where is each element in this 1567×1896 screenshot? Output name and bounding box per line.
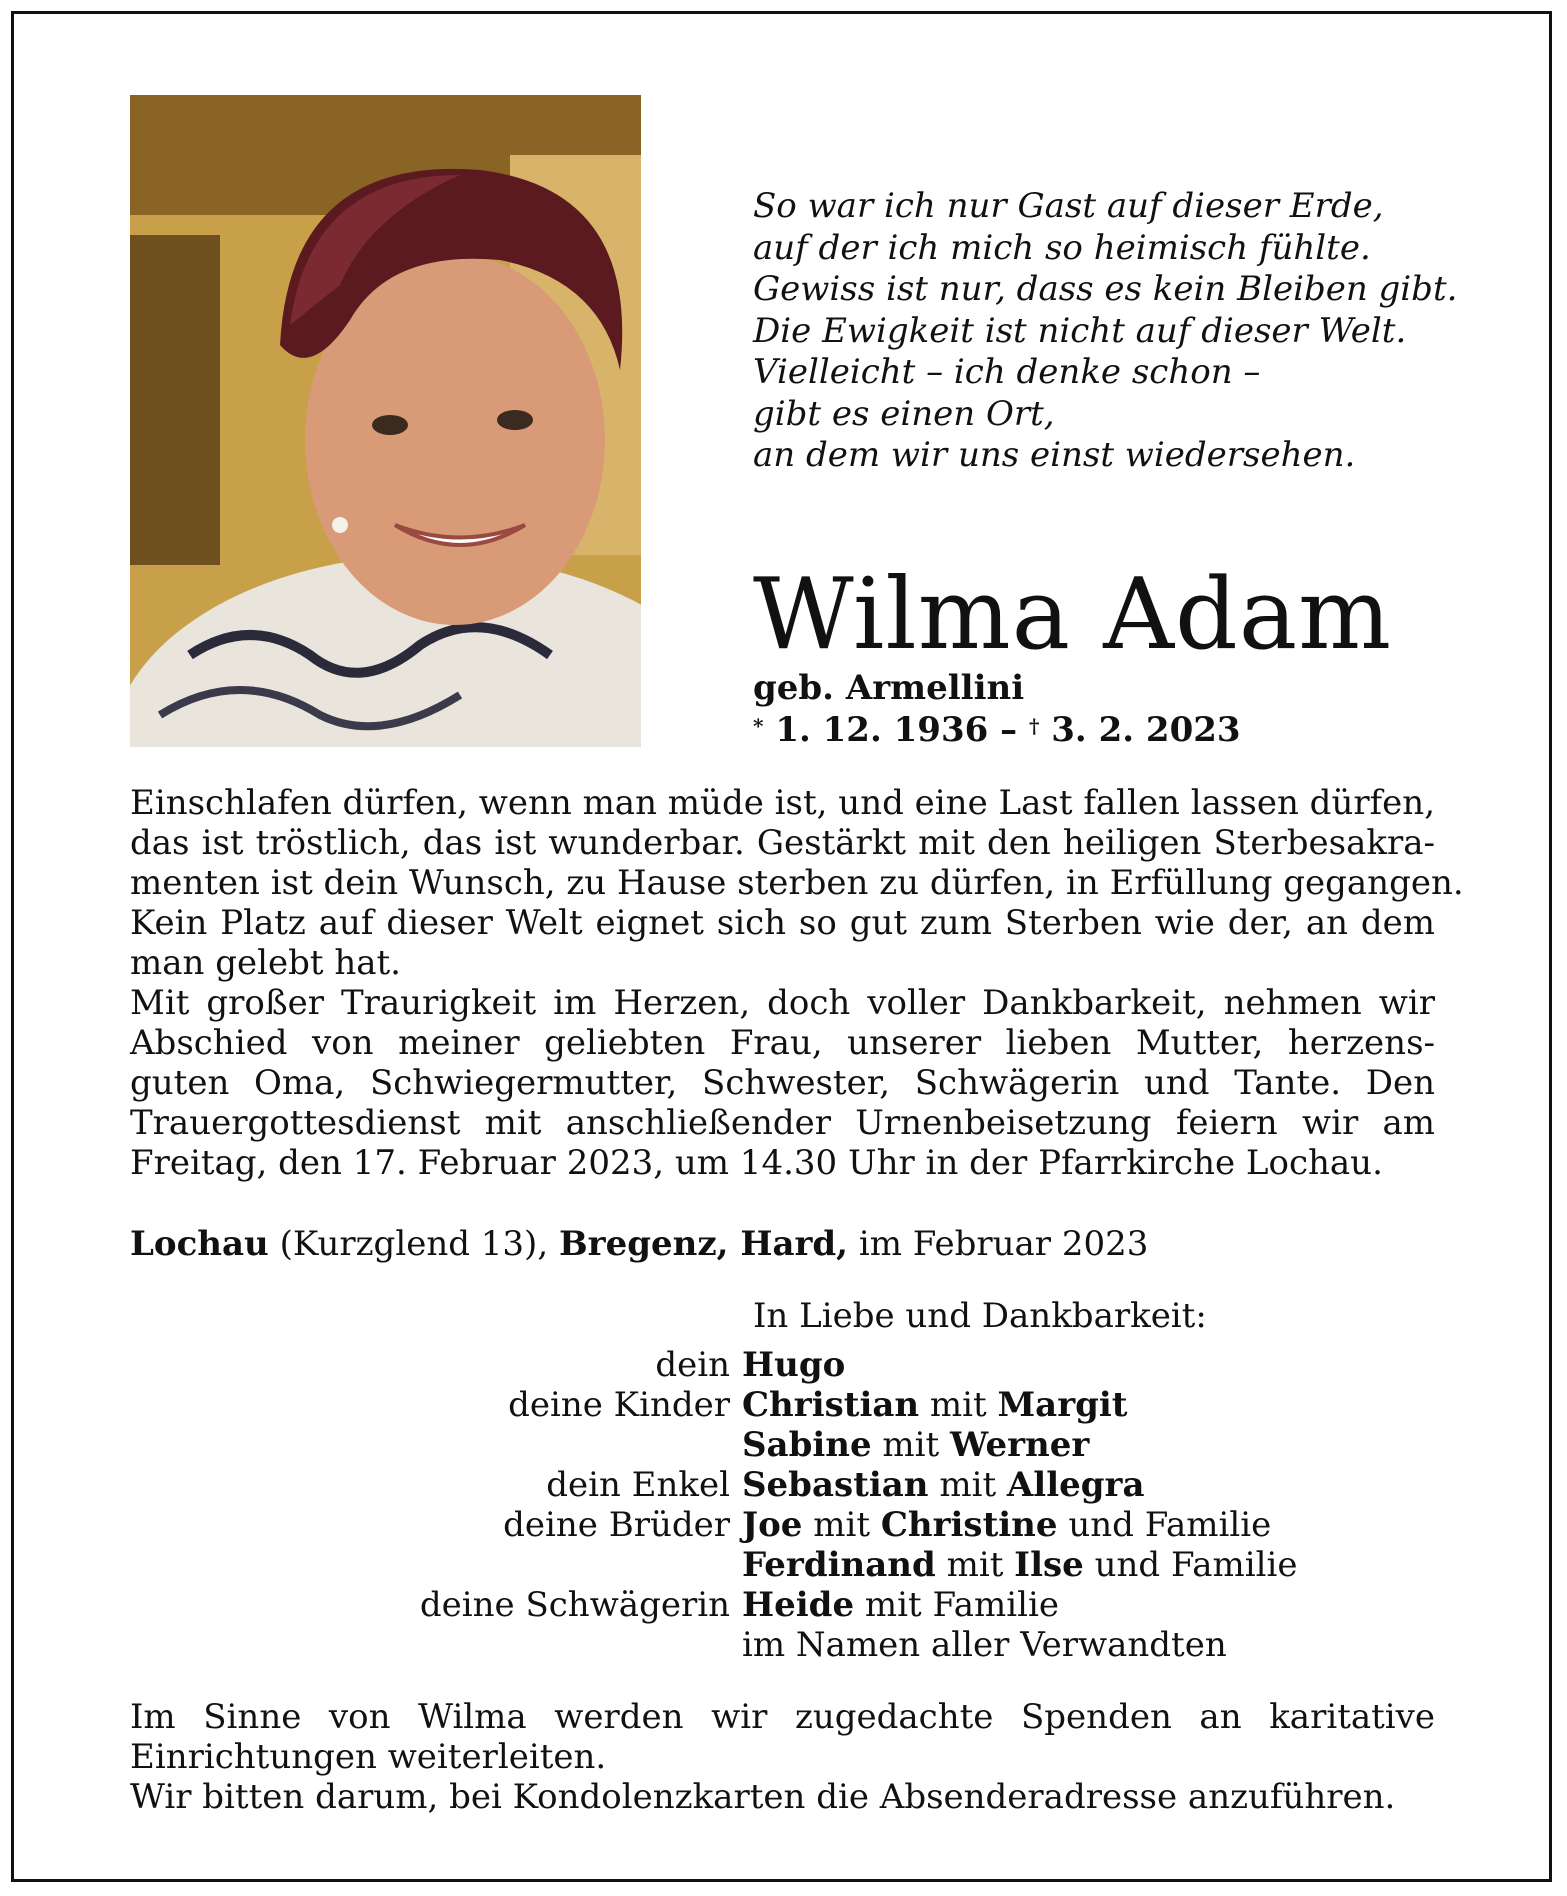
signature-intro: In Liebe und Dankbarkeit: <box>753 1296 1207 1336</box>
poem-line: auf der ich mich so heimisch fühlte. <box>753 227 1371 268</box>
towns-bregenz-hard: Bregenz, Hard, <box>558 1224 849 1264</box>
portrait-photo <box>130 95 641 747</box>
month-year: im Februar 2023 <box>848 1224 1149 1264</box>
relation: deine Brüder <box>503 1505 730 1545</box>
birth-date: 1. 12. 1936 <box>775 710 989 750</box>
text-line: Einschlafen dürfen, wenn man müde ist, und eine Last fallen lassen dürfen, <box>130 783 1435 823</box>
text-line: man gelebt hat. <box>130 943 401 983</box>
mourner-name: Hugo <box>742 1345 846 1385</box>
partner-name: Margit <box>997 1385 1128 1425</box>
mourner-tail: im Namen aller Verwandten <box>742 1625 1227 1665</box>
closing-line: Im Sinne von Wilma werden wir zugedachte Spenden an karitative <box>130 1697 1435 1737</box>
relation <box>300 1425 742 1465</box>
text-line: menten ist dein Wunsch, zu Hause sterben zu dürfen, in Erfüllung gegangen. <box>130 863 1464 903</box>
death-date: 3. 2. 2023 <box>1051 710 1241 750</box>
poem-line: gibt es einen Ort, <box>753 393 1055 434</box>
conjunction: mit <box>928 1465 1007 1505</box>
mourner-row <box>300 1385 1400 1425</box>
mourner-name: Sabine <box>742 1425 872 1465</box>
mourner-tail: und Familie <box>1083 1545 1298 1585</box>
closing-line: Einrichtungen weiterleiten. <box>130 1737 607 1777</box>
conjunction: mit <box>935 1545 1015 1585</box>
mourner-name: Christian <box>742 1385 920 1425</box>
maiden-name: geb. Armellini <box>753 668 1025 708</box>
conjunction: mit <box>871 1425 951 1465</box>
text-line: guten Oma, Schwiegermutter, Schwester, Schwägerin und Tante. Den <box>130 1063 1435 1103</box>
relation: dein Enkel <box>546 1465 730 1505</box>
mourner-row <box>300 1545 1400 1585</box>
partner-name: Allegra <box>1006 1465 1145 1505</box>
partner-name: Ilse <box>1014 1545 1084 1585</box>
mourner-row <box>300 1585 1400 1625</box>
text-line: das ist tröstlich, das ist wunderbar. Gestärkt mit den heiligen Sterbesakra- <box>130 823 1435 863</box>
closing-line: Wir bitten darum, bei Kondolenzkarten die Absenderadresse anzuführen. <box>130 1777 1396 1817</box>
relation: dein <box>655 1345 730 1385</box>
date-separator: – <box>988 710 1029 750</box>
mourner-row <box>300 1425 1400 1465</box>
text-line: Trauergottesdienst mit anschließender Urnenbeisetzung feiern wir am <box>130 1103 1435 1143</box>
partner-name: Christine <box>880 1505 1058 1545</box>
text-line: Kein Platz auf dieser Welt eignet sich so gut zum Sterben wie der, an dem <box>130 903 1435 943</box>
poem-line: an dem wir uns einst wiedersehen. <box>753 435 1356 475</box>
partner-name: Werner <box>950 1425 1090 1465</box>
relation <box>300 1625 742 1665</box>
poem-line: Die Ewigkeit ist nicht auf dieser Welt. <box>753 310 1407 351</box>
text-line: Mit großer Traurigkeit im Herzen, doch voller Dankbarkeit, nehmen wir <box>130 983 1435 1023</box>
conjunction: mit <box>919 1385 998 1425</box>
relation <box>300 1545 742 1585</box>
mourner-tail: mit Familie <box>854 1585 1060 1625</box>
mourner-row <box>300 1505 1400 1545</box>
death-symbol: † <box>1028 714 1040 738</box>
town-lochau: Lochau <box>130 1224 269 1264</box>
conjunction: mit <box>802 1505 881 1545</box>
mourner-name: Joe <box>742 1505 803 1545</box>
mourners-list <box>300 1345 1400 1665</box>
mourner-name: Heide <box>742 1585 855 1625</box>
mourner-tail: und Familie <box>1057 1505 1272 1545</box>
text-line: Abschied von meiner geliebten Frau, unserer lieben Mutter, herzens- <box>130 1023 1435 1063</box>
place-and-date <box>130 1224 1148 1264</box>
mourner-row <box>300 1345 1400 1385</box>
mourner-name: Sebastian <box>742 1465 929 1505</box>
life-dates <box>753 710 1241 750</box>
mourner-name: Ferdinand <box>742 1545 936 1585</box>
mourner-row <box>300 1625 1400 1665</box>
poem-line: Gewiss ist nur, dass es kein Bleiben gibt. <box>753 269 1458 309</box>
text-line: Freitag, den 17. Februar 2023, um 14.30 Uhr in der Pfarrkirche Lochau. <box>130 1143 1383 1183</box>
deceased-name: Wilma Adam <box>753 558 1393 672</box>
address: (Kurzglend 13), <box>268 1224 559 1264</box>
poem-line: Vielleicht – ich denke schon – <box>753 352 1261 392</box>
relation: deine Schwägerin <box>419 1585 730 1625</box>
closing-notes <box>130 1697 1435 1817</box>
poem-line: So war ich nur Gast auf dieser Erde, <box>753 186 1384 226</box>
relation: deine Kinder <box>508 1385 730 1425</box>
mourner-row <box>300 1465 1400 1505</box>
memorial-poem <box>753 186 1458 477</box>
obituary-text <box>130 783 1464 1183</box>
birth-symbol: * <box>753 714 764 738</box>
